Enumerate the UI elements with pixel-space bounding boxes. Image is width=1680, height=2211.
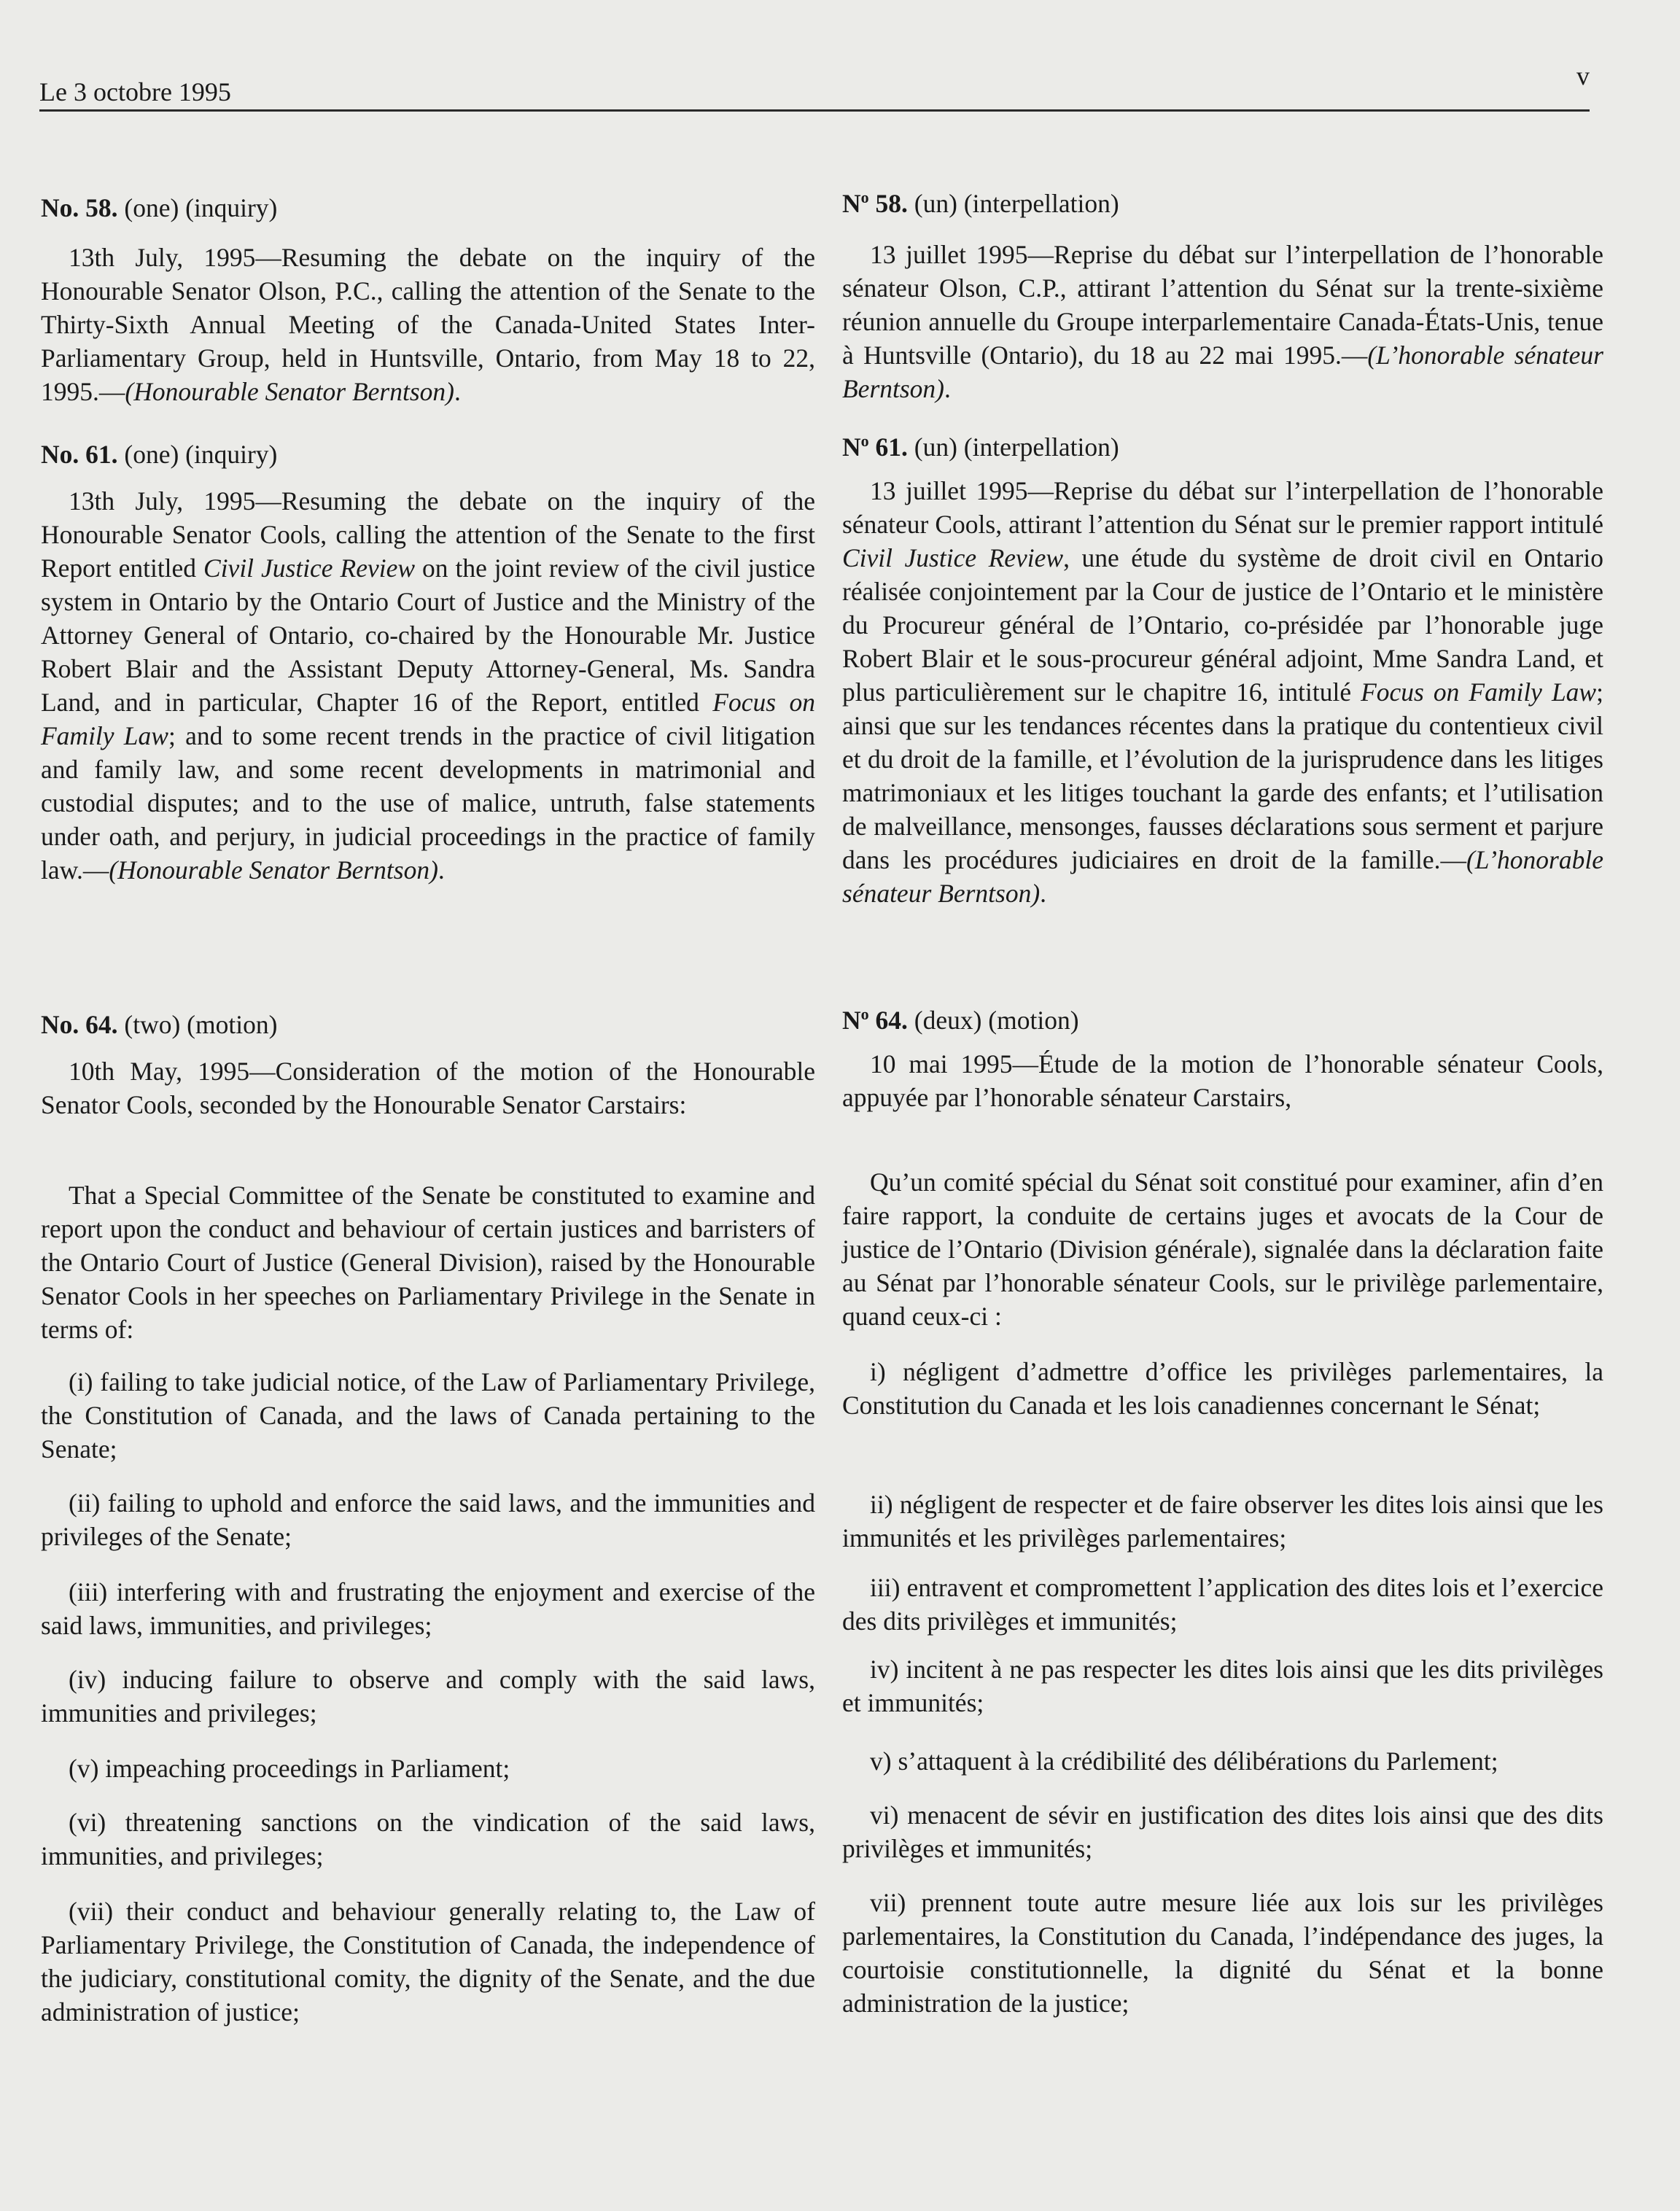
motion-point: v) s’attaquent à la crédibilité des délibérations du Parlement;: [870, 1746, 1498, 1776]
item-number: $N^o$ 61.: [842, 432, 908, 462]
item-64-heading-fr: [842, 998, 1079, 1037]
item-61-chapter-title-fr: Focus on Family Law: [1361, 677, 1597, 707]
motion-point: (iii) interfering with and frustrating the enjoyment and exercise of the said laws, immunities, and privileges;: [41, 1577, 815, 1640]
item-61-report-title-fr: Civil Justice Review: [842, 543, 1064, 572]
item-type: (deux) (motion): [907, 1005, 1079, 1035]
item-64-intro: 10th May, 1995—Consideration of the motion of the Honourable Senator Cools, seconded by the Honourable Senator Carstairs:: [41, 1057, 815, 1119]
motion-point: i) négligent d’admettre d’office les privilèges parlementaires, la Constitution du Canada et les lois canadiennes concernant le Sénat;: [842, 1357, 1603, 1420]
item-58-sponsor: (Honourable Senator Berntson): [125, 377, 454, 406]
motion-point: vi) menacent de sévir en justification des dites lois ainsi que des dits privilèges et immunités;: [842, 1800, 1603, 1863]
item-type: (one) (inquiry): [117, 440, 278, 469]
item-58-text-c: .: [454, 377, 461, 406]
item-58-text-fr: [842, 238, 1603, 405]
item-61-report-title: Civil Justice Review: [203, 553, 416, 583]
item-61-text-c-fr: , une étude du système de droit civil en Ontario réalisée conjointement par la Cour de justice de l’Ontario et le ministère du Procureur général de l’Ontario, co-présidée par l’honorable juge Robert Blair et le sous-procureur général adjoint, Mme Sandra Land, et plus particulièrement sur le chapitre 16, intitulé: [842, 543, 1603, 707]
item-61-text: [41, 484, 815, 887]
item-61-text-a-fr: 13 juillet 1995—Reprise du débat sur l’interpellation de l’honorable sénateur Cools, attirant l’attention du Sénat sur le premier rapport intitulé: [842, 476, 1603, 539]
item-number: No. 64.: [41, 1010, 118, 1039]
item-61-text-g-fr: .: [1040, 879, 1047, 908]
item-61-text-e: ; and to some recent trends in the practice of civil litigation and family law, and some recent developments in matrimonial and custodial disputes; and to the use of malice, untruth, false statements under oath, and perjury, in judicial proceedings in the practice of family law.—: [41, 721, 815, 885]
item-type: (un) (interpellation): [907, 432, 1119, 462]
item-61-text-fr: [842, 474, 1603, 910]
item-number: $N^o$ 58.: [842, 188, 908, 218]
motion-point: (vii) their conduct and behaviour generally relating to, the Law of Parliamentary Privilege, the Constitution of Canada, the independence of the judiciary, constitutional comity, the dignity of the Senate, and the due administration of justice;: [41, 1897, 815, 2027]
header-rule: [39, 109, 1590, 112]
item-61-chapter-title: Focus on Family Law: [41, 688, 815, 750]
item-64-intro-fr: 10 mai 1995—Étude de la motion de l’honorable sénateur Cools, appuyée par l’honorable sénateur Carstairs,: [842, 1049, 1603, 1112]
item-61-sponsor: (Honourable Senator Berntson): [109, 855, 438, 885]
motion-point: (i) failing to take judicial notice, of the Law of Parliamentary Privilege, the Constitution of Canada, and the laws of Canada pertaining to the Senate;: [41, 1367, 815, 1464]
item-61-text-a: 13th July, 1995—Resuming the debate on the inquiry of the Honourable Senator Cools, calling the attention of the Senate to the first Report entitled: [41, 486, 815, 583]
item-58-text-a: 13th July, 1995—Resuming the debate on the inquiry of the Honourable Senator Olson, P.C., calling the attention of the Senate to the Thirty-Sixth Annual Meeting of the Canada-United States Inter-Parliamentary Group, held in Huntsville, Ontario, from May 18 to 22, 1995.—: [41, 243, 815, 406]
item-61-text-e-fr: ; ainsi que sur les tendances récentes dans la pratique du contentieux civil et du droit de la famille, et l’évolution de la jurisprudence dans les litiges matrimoniaux et les litiges touchant la garde des enfants; et l’utilisation de malveillance, mensonges, fausses déclarations sous serment et parjure dans les procédures judiciaires en droit de la famille.—: [842, 677, 1603, 874]
item-64-motion-fr: Qu’un comité spécial du Sénat soit constitué pour examiner, afin d’en faire rapport, la conduite de certains juges et avocats de la Cour de justice de l’Ontario (Division générale), signalée dans la déclaration faite au Sénat par l’honorable sénateur Cools, sur le privilège parlementaire, quand ceux-ci :: [842, 1167, 1603, 1331]
motion-point: iv) incitent à ne pas respecter les dites lois ainsi que les dits privilèges et immunités;: [842, 1655, 1603, 1717]
item-64-heading: [41, 1008, 277, 1041]
item-number: No. 61.: [41, 440, 118, 469]
item-58-heading-fr: [842, 181, 1119, 220]
motion-point: iii) entravent et compromettent l’application des dites lois et l’exercice des dits privilèges et immunités;: [842, 1573, 1603, 1636]
item-64-motion: That a Special Committee of the Senate be constituted to examine and report upon the conduct and behaviour of certain justices and barristers of the Ontario Court of Justice (General Division), raised by the Honourable Senator Cools in her speeches on Parliamentary Privilege in the Senate in terms of:: [41, 1181, 815, 1344]
item-type: (two) (motion): [117, 1010, 278, 1039]
motion-point: vii) prennent toute autre mesure liée aux lois sur les privilèges parlementaires, la Constitution du Canada, l’indépendance des juges, la courtoisie constitutionnelle, la dignité du Sénat et la bonne administration de la justice;: [842, 1888, 1603, 2018]
motion-point: (ii) failing to uphold and enforce the said laws, and the immunities and privileges of the Senate;: [41, 1488, 815, 1551]
item-61-sponsor-fr: (L’honorable sénateur Berntson): [842, 845, 1603, 908]
item-61-text-c: on the joint review of the civil justice system in Ontario by the Ontario Court of Justice and the Ministry of the Attorney General of Ontario, co-chaired by the Honourable Mr. Justice Robert Blair and the Assistant Deputy Attorney-General, Ms. Sandra Land, and in particular, Chapter 16 of the Report, entitled: [41, 553, 815, 717]
item-58-text: [41, 241, 815, 408]
page-number: v: [1576, 61, 1590, 90]
motion-point: (v) impeaching proceedings in Parliament;: [69, 1754, 510, 1783]
item-61-text-g: .: [438, 855, 445, 885]
item-58-sponsor-fr: (L’honorable sénateur Berntson): [842, 341, 1603, 403]
item-type: (one) (inquiry): [117, 193, 278, 222]
motion-point: (iv) inducing failure to observe and comply with the said laws, immunities and privileges;: [41, 1665, 815, 1728]
item-58-text-c-fr: .: [944, 374, 951, 403]
item-58-text-a-fr: 13 juillet 1995—Reprise du débat sur l’interpellation de l’honorable sénateur Olson, C.P., attirant l’attention du Sénat sur la trente-sixième réunion annuelle du Groupe interparlementaire Canada-États-Unis, tenue à Huntsville (Ontario), du 18 au 22 mai 1995.—: [842, 240, 1603, 370]
running-header-date: Le 3 octobre 1995: [39, 77, 231, 106]
item-number: $N^o$ 64.: [842, 1005, 908, 1035]
motion-point: ii) négligent de respecter et de faire observer les dites lois ainsi que les immunités et les privilèges parlementaires;: [842, 1490, 1603, 1553]
motion-point: (vi) threatening sanctions on the vindication of the said laws, immunities, and privileges;: [41, 1808, 815, 1870]
item-58-heading: [41, 191, 277, 225]
item-61-heading: [41, 438, 277, 471]
item-type: (un) (interpellation): [907, 188, 1119, 218]
item-61-heading-fr: [842, 424, 1119, 464]
item-number: No. 58.: [41, 193, 118, 222]
